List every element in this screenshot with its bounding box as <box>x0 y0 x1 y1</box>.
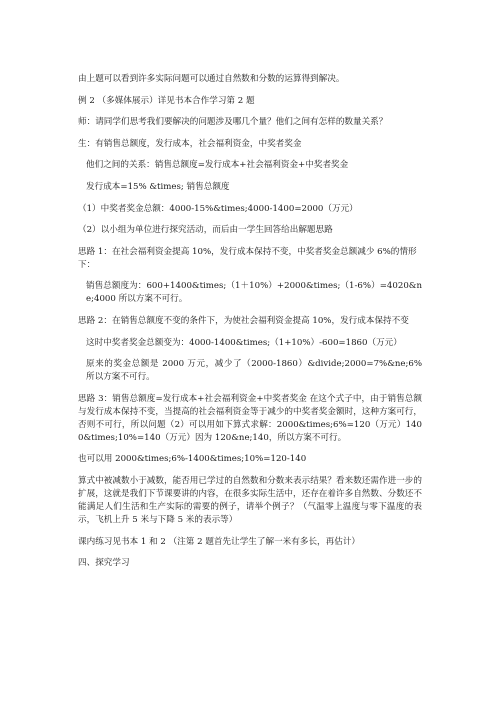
cost-formula: 发行成本=15% &times; 销售总额度 <box>86 181 230 192</box>
example-2-heading: 例 2 （多媒体展示）详见书本合作学习第 2 题 <box>78 95 255 106</box>
approach-1: 思路 1：在社会福利资金提高 10%，发行成本保持不变，中奖者奖金总额减少 6%的情形下： <box>78 246 417 270</box>
question-2-intro: （2）以小组为单位进行探究活动，而后由一学生回答给出解题思路 <box>78 225 333 236</box>
approach-3: 思路 3：销售总额度=发行成本+社会福利资金+中奖者奖金 在这个式子中，由于销售总额与发行成本保持不变，当提高的社会福利资金等于减少的中奖者奖金额时，这种方案可行，否则不可行，所以问题（2）可以用如下算式求解：2000&times;6%=120（万元）1400&times;10%=140（万元）因为 120&ne;140，所以方案不可行。 <box>78 393 422 443</box>
approach-2-calculation: 这时中奖者奖金总额变为：4000-1400&times;（1+10%）-600=1860（万元） <box>86 337 402 348</box>
section-heading-explore: 四、探究学习 <box>78 558 130 569</box>
intro-paragraph: 由上题可以看到许多实际问题可以通过自然数和分数的运算得到解决。 <box>78 74 345 84</box>
student-answer: 生：有销售总额度，发行成本，社会福利资金，中奖者奖金 <box>78 138 302 149</box>
number-extension-discussion: 算式中被减数小于减数，能否用已学过的自然数和分数来表示结果？看来数还需作进一步的扩展，这就是我们下节课要讲的内容，在很多实际生活中，还存在着许多自然数、分数还不能满足人们生活和生产实际的需要的例子，请举个例子？（气温零上温度与零下温度的表示，飞机上升 5 米与下降 5 米的表示等） <box>78 475 422 525</box>
relation-formula: 他们之间的关系：销售总额度=发行成本+社会福利资金+中奖者奖金 <box>86 160 349 171</box>
approach-2: 思路 2：在销售总额度不变的条件下，为使社会福利资金提高 10%，发行成本保持不变 <box>78 315 409 326</box>
approach-1-calculation: 销售总额度为：600+1400&times;（1＋10%）+2000&times;（1-6%）=4020&ne;4000 所以方案不可行。 <box>86 281 422 305</box>
classroom-exercise: 课内练习见书本 1 和 2 （注第 2 题首先让学生了解一米有多长，再估计） <box>78 536 361 547</box>
alternative-expression: 也可以用 2000&times;6%-1400&times;10%=120-140 <box>78 454 307 465</box>
approach-2-conclusion: 原来的奖金总额是 2000 万元，减少了（2000-1860）&divide;2000=7%&ne;6% 所以方案不可行。 <box>86 359 422 383</box>
question-1-solution: （1）中奖者奖金总额：4000-15%&times;4000-1400=2000（万元） <box>78 203 358 214</box>
teacher-question: 师：请同学们思考我们要解决的问题涉及哪几个量？他们之间有怎样的数量关系？ <box>78 117 388 128</box>
